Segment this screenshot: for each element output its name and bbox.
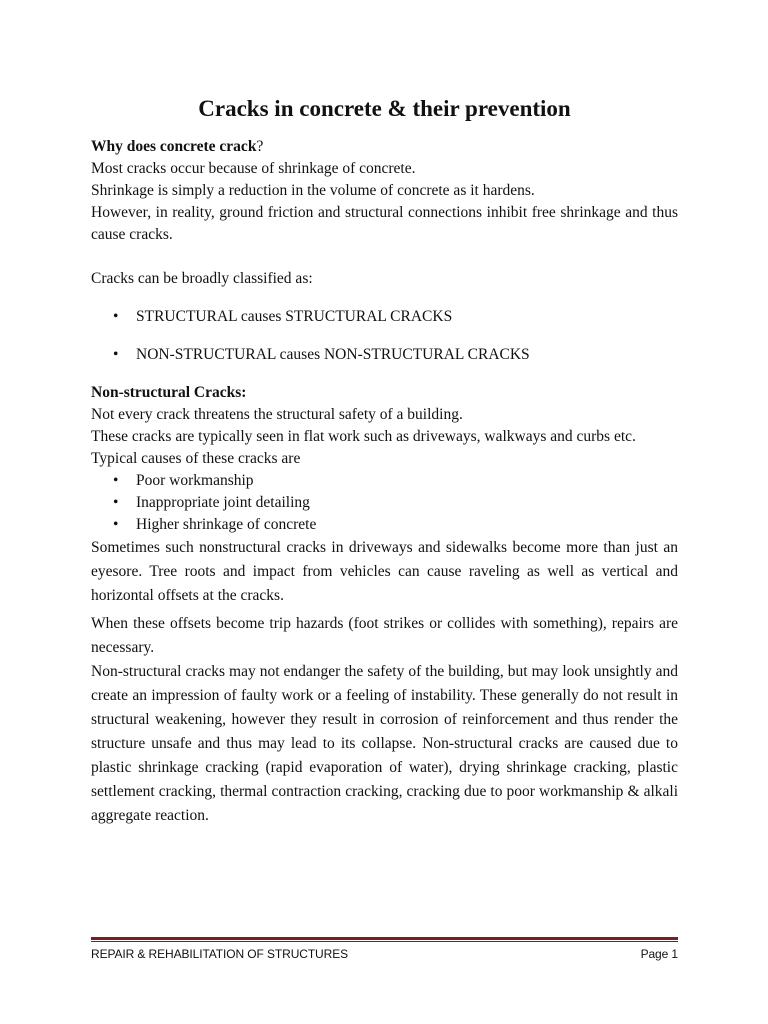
why-heading-line <box>91 136 678 158</box>
classified-intro: Cracks can be broadly classified as: <box>91 270 313 287</box>
nonstructural-heading <box>91 382 678 404</box>
page-footer <box>91 937 678 961</box>
page-title: Cracks in concrete & their prevention <box>198 96 571 121</box>
footer-title: REPAIR & REHABILITATION OF STRUCTURES <box>91 947 348 961</box>
list-item: • NON-STRUCTURAL causes NON-STRUCTURAL CRACKS <box>91 344 678 366</box>
nonstructural-line: Typical causes of these cracks are <box>91 450 301 467</box>
footer-rule-thin <box>91 941 678 942</box>
causes-list <box>91 470 678 536</box>
page-body <box>91 94 678 828</box>
why-heading: Why does concrete crack <box>91 138 257 155</box>
intro-line: However, in reality, ground friction and structural connections inhibit free shrinkage and thus cause cracks. <box>91 204 678 243</box>
intro-line: Most cracks occur because of shrinkage of concrete. <box>91 160 416 177</box>
nonstructural-heading-text: Non-structural Cracks: <box>91 384 247 401</box>
paragraph-offsets: When these offsets become trip hazards (foot strikes or collides with something), repairs are necessary. <box>91 615 678 656</box>
intro-line: Shrinkage is simply a reduction in the volume of concrete as it hardens. <box>91 182 535 199</box>
classification-list <box>91 306 678 366</box>
list-item: • Poor workmanship <box>91 470 678 492</box>
list-item: • Higher shrinkage of concrete <box>91 514 678 536</box>
page-number: Page 1 <box>640 947 678 961</box>
list-item: • STRUCTURAL causes STRUCTURAL CRACKS <box>91 306 678 328</box>
list-item: • Inappropriate joint detailing <box>91 492 678 514</box>
why-heading-tail: ? <box>256 138 264 155</box>
paragraph-sometimes: Sometimes such nonstructural cracks in driveways and sidewalks become more than just an eyesore. Tree roots and impact from vehicles can cause raveling as well as vertical and horizontal offsets at the cracks. <box>91 539 678 604</box>
paragraph-endanger: Non-structural cracks may not endanger the safety of the building, but may look unsightly and create an impression of faulty work or a feeling of instability. These generally do not result in structural weakening, however they result in corrosion of reinforcement and thus render the structure unsafe and thus may lead to its collapse. Non-structural cracks are caused due to plastic shrinkage cracking (rapid evaporation of water), drying shrinkage cracking, plastic settlement cracking, thermal contraction cracking, cracking due to poor workmanship & alkali aggregate reaction. <box>91 663 678 824</box>
nonstructural-line: Not every crack threatens the structural safety of a building. <box>91 406 463 423</box>
spacer <box>91 246 678 268</box>
footer-rule <box>91 937 678 940</box>
nonstructural-line: These cracks are typically seen in flat work such as driveways, walkways and curbs etc. <box>91 428 636 445</box>
footer-row <box>91 947 678 961</box>
